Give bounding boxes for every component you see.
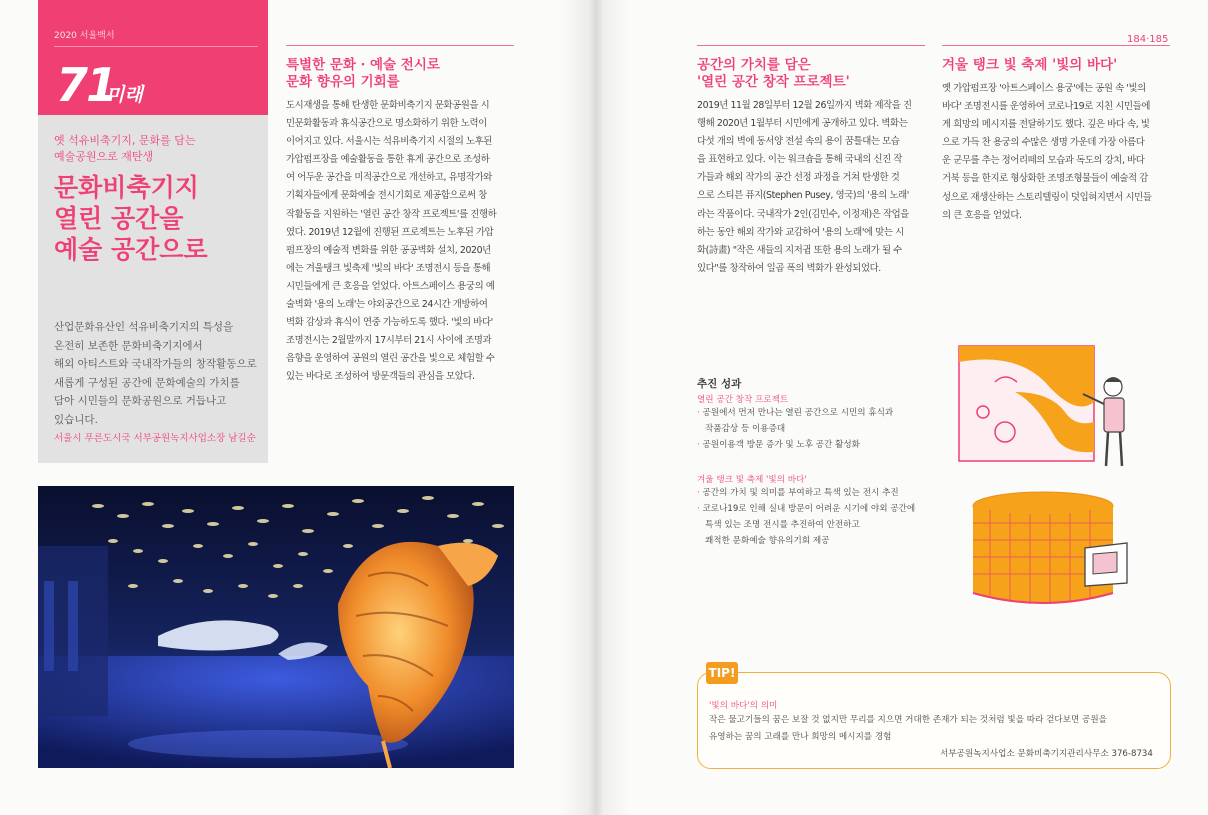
body-line: 조명전시는 2월말까지 17시부터 21시 사이에 조명과 <box>286 335 492 347</box>
body-line: 행해 2020년 1월부터 시민에게 공개하고 있다. 벽화는 <box>697 118 908 130</box>
body-line: 작활동을 지원하는 '열린 공간 창작 프로젝트'를 진행하 <box>286 208 497 220</box>
section3-rule <box>942 45 1170 46</box>
body-line: 펌프장의 예술적 변화를 위한 공공벽화 설치, 2020년 <box>286 244 491 256</box>
body-line: 벽화 감상과 휴식이 연중 가능하도록 했다. '빛의 바다' <box>286 317 493 329</box>
chapter-subtitle <box>54 133 259 165</box>
subtitle-line: 예술공원으로 재탄생 <box>54 150 154 163</box>
body-line: 이어지고 있다. 서울시는 석유비축기지 시절의 노후된 <box>286 136 492 148</box>
body-line: 옛 가압펌프장 '아트스페이스 용궁'에는 공원 속 '빛의 <box>942 83 1146 94</box>
body-line: 여 어두운 공간을 미적공간으로 개선하고, 유명작가와 <box>286 172 492 184</box>
body-line: 민문화활동과 휴식공간으로 명소화하기 위한 노력이 <box>286 118 487 130</box>
section1-body <box>286 97 518 387</box>
tip-line: 작은 물고기들의 꿈은 보잘 것 없지만 무리를 지으면 거대한 존재가 되는 것처럼 빛을 따라 걷다보면 공원을 <box>709 715 1107 725</box>
bullet-icon: · <box>697 504 700 514</box>
section2-body <box>697 97 929 278</box>
section3-body <box>942 80 1172 225</box>
body-line: 있다"를 창작하여 일곱 폭의 벽화가 완성되었다. <box>697 262 881 274</box>
body-line: 의 큰 호응을 얻었다. <box>942 209 1022 221</box>
quote-line: 온전히 보존한 문화비축기지에서 <box>54 339 203 352</box>
achievements-title: 추진 성과 <box>697 378 742 390</box>
page-numbers: 184·185 <box>1127 34 1169 45</box>
body-line: 시민들에게 큰 호응을 얻었다. 아트스페이스 용궁의 예 <box>286 280 495 292</box>
title-line: 예술 공간으로 <box>54 235 208 264</box>
page-gutter-shadow <box>560 0 630 815</box>
header-divider <box>54 46 258 47</box>
list-item <box>697 485 915 501</box>
body-line: 였다. 2019년 12월에 진행된 프로젝트는 노후된 가압 <box>286 226 494 238</box>
chapter-header-block <box>38 0 268 115</box>
quote-line: 해외 아티스트와 국내작가들의 창작활동으로 <box>54 358 257 370</box>
intro-quote <box>54 318 264 429</box>
bullet-icon: · <box>697 488 700 498</box>
body-line: 있는 바다로 조성하여 방문객들의 관심을 모았다. <box>286 371 475 383</box>
bullet-icon: · <box>697 408 700 418</box>
achievements-group2-head: 겨울 탱크 빛 축제 '빛의 바다' <box>697 475 807 485</box>
tip-contact: 서부공원녹지사업소 문화비축기지관리사무소 376-8734 <box>940 749 1153 759</box>
section2-title <box>697 57 932 91</box>
light-festival-photo <box>38 486 514 768</box>
section3-title <box>942 57 1170 74</box>
section1-title-line: 문화 향유의 기회를 <box>286 74 400 90</box>
list-item <box>697 501 915 517</box>
section1-title <box>286 57 516 91</box>
section3-title-line: 겨울 탱크 빛 축제 '빛의 바다' <box>942 57 1118 73</box>
body-line: 성으로 재생산하는 스토리텔링이 덧입혀지면서 시민들 <box>942 191 1152 203</box>
quote-line: 산업문화유산인 석유비축기지의 특성을 <box>54 321 234 333</box>
body-line: 다섯 개의 벽에 동서양 전설 속의 용이 꿈틀대는 모습 <box>697 136 900 148</box>
quote-line: 새롭게 구성된 공간에 문화예술의 가치를 <box>54 376 240 389</box>
tip-badge: TIP! <box>706 662 738 684</box>
list-item <box>697 533 915 549</box>
section1-title-line: 특별한 문화 · 예술 전시로 <box>286 57 440 73</box>
mural-presenter-illustration <box>955 342 1140 472</box>
quote-line: 있습니다. <box>54 413 98 426</box>
section2-rule <box>697 45 925 46</box>
title-line: 문화비축기지 <box>54 173 199 202</box>
list-item <box>697 517 915 533</box>
achievements-group2-list <box>697 485 915 549</box>
list-item-text: 공간의 가치 및 의미를 부여하고 특색 있는 전시 추진 <box>702 488 899 498</box>
body-line: 화(詩畫) "작은 새들의 지저귐 또한 용의 노래가 될 수 <box>697 244 902 256</box>
chapter-word: 미래 <box>106 84 143 106</box>
body-line: 거북 등을 한지로 형상화한 조명조형물들이 예술적 감 <box>942 173 1148 185</box>
body-line: 도시재생을 통해 탄생한 문화비축기지 문화공원을 시 <box>286 100 490 111</box>
body-line: 을 표현하고 있다. 이는 워크숍을 통해 국내의 신진 작 <box>697 154 903 166</box>
quote-author: 서울시 푸른도시국 서부공원녹지사업소장 남길순 <box>54 433 256 444</box>
body-line: 2019년 11월 28일부터 12월 26일까지 벽화 제작을 진 <box>697 100 912 111</box>
body-line: 바다' 조명전시를 운영하여 코로나19로 지친 시민들에 <box>942 101 1150 113</box>
chapter-sidebar <box>38 0 268 463</box>
list-item <box>697 437 893 453</box>
tank-building-illustration <box>965 488 1130 613</box>
bullet-icon: · <box>697 440 700 450</box>
body-line: 으로 가득 찬 용궁의 수많은 생명 가운데 가장 아름다 <box>942 137 1145 149</box>
section1-rule <box>286 45 514 46</box>
chapter-number: 71 <box>56 58 117 112</box>
section2-title-line: 공간의 가치를 담은 <box>697 57 811 73</box>
achievements-group1-head: 열린 공간 창작 프로젝트 <box>697 395 789 405</box>
body-line: 게 희망의 메시지를 전달하기도 했다. 깊은 바다 속, 빛 <box>942 119 1150 131</box>
list-item-text: 공원에서 먼저 만나는 열린 공간으로 시민의 휴식과 <box>702 408 894 418</box>
body-line: 라는 작품이다. 국내작가 2인(김민수, 이정재)은 작업을 <box>697 208 909 220</box>
title-line: 열린 공간을 <box>54 204 184 233</box>
chapter-title <box>54 172 264 265</box>
list-item <box>697 421 893 437</box>
body-line: 술벽화 '용의 노래'는 야외공간으로 24시간 개방하여 <box>286 299 488 311</box>
body-line: 운 군무를 추는 정어리떼의 모습과 독도의 강치, 바다 <box>942 155 1145 167</box>
quote-line: 담아 시민들의 문화공원으로 거듭나고 <box>54 395 227 407</box>
series-label: 2020 서울백서 <box>54 31 115 41</box>
list-item-text: 공원이용객 방문 증가 및 노후 공간 활성화 <box>702 440 860 450</box>
subtitle-line: 옛 석유비축기지, 문화를 담는 <box>54 134 196 147</box>
body-line: 가들과 해외 작가의 공간 선정 과정을 거쳐 탄생한 것 <box>697 172 900 184</box>
body-line: 에는 겨울탱크 빛축제 '빛의 바다' 조명전시 등을 통해 <box>286 262 491 274</box>
body-line: 하는 동안 해외 작가와 교감하여 '용의 노래'에 맞는 시 <box>697 226 904 238</box>
section2-title-line: '열린 공간 창작 프로젝트' <box>697 74 850 90</box>
achievements-group1-list <box>697 405 893 453</box>
tip-line: 유영하는 꿈의 고래를 만나 희망의 메시지를 경험 <box>709 732 892 742</box>
body-line: 음향을 운영하여 공원의 열린 공간을 빛으로 체험할 수 <box>286 353 495 365</box>
list-item-text: 특색 있는 조명 전시를 추진하여 안전하고 <box>705 520 860 530</box>
tip-text <box>709 712 1159 746</box>
list-item-text: 쾌적한 문화예술 향유의기회 제공 <box>705 536 830 546</box>
list-item <box>697 405 893 421</box>
list-item-text: 코로나19로 인해 실내 방문이 어려운 시기에 야외 공간에 <box>702 504 916 514</box>
body-line: 으로 스티븐 퓨지(Stephen Pusey, 영국)의 '용의 노래' <box>697 190 909 202</box>
list-item-text: 작품감상 등 이용증대 <box>705 424 786 434</box>
photo-illustration <box>38 486 514 768</box>
body-line: 기획자들에게 문화예술 전시기회로 제공함으로써 창 <box>286 190 487 202</box>
tip-heading: '빛의 바다'의 의미 <box>709 701 778 711</box>
body-line: 가압펌프장을 예술활동을 통한 휴게 공간으로 조성하 <box>286 154 490 166</box>
